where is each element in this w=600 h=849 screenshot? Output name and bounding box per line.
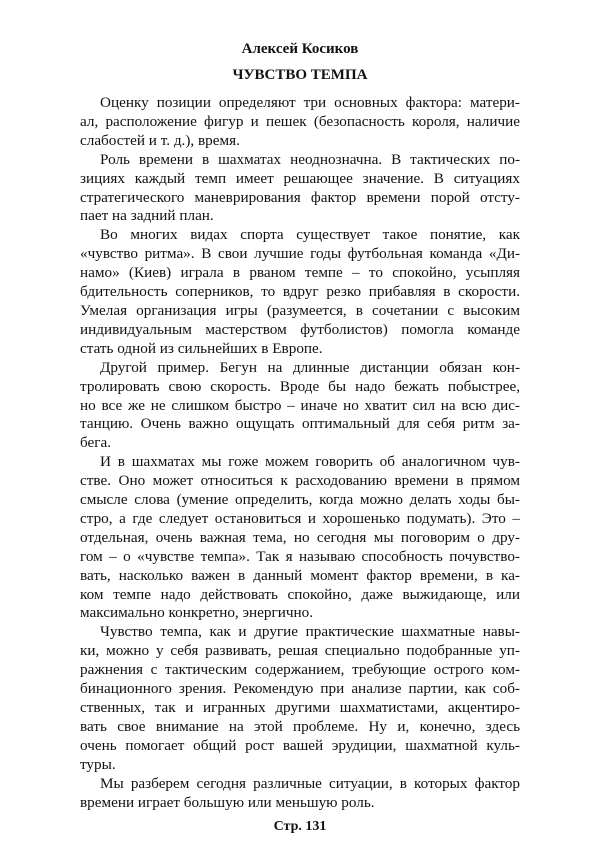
- text-line: Роль времени в шахматах неоднозначна. В тактических по-: [100, 150, 520, 168]
- article-title: ЧУВСТВО ТЕМПА: [232, 67, 368, 83]
- text-line: Оценку позиции определяют три основных фактора: матери-: [100, 94, 520, 111]
- text-line: зициях каждый темп имеет решающее значение. В ситуациях: [80, 169, 520, 187]
- text-line: Умелая организация игры (разумеется, в сочетании с высоким: [80, 301, 520, 319]
- text-line: слабостей и т. д.), время.: [80, 131, 240, 149]
- text-line: времени играет большую или меньшую роль.: [80, 793, 375, 811]
- author-name: Алексей Косиков: [241, 41, 359, 57]
- text-line: ственных, так и игранных другими шахматистами, акцентиро-: [80, 699, 520, 716]
- text-line: отдельная, очень важная тема, но сегодня мы поговорим о дру-: [80, 528, 520, 546]
- text-line: намо» (Киев) играла в рваном темпе – то спокойно, усыпляя: [80, 264, 520, 282]
- text-line: И в шахматах мы гоже можем говорить об аналогичном чув-: [100, 453, 520, 471]
- text-line: ал, расположение фигур и пешек (безопасность короля, наличие: [80, 112, 520, 130]
- text-line: танцию. Очень важно ощущать оптимальный для себя ритм за-: [80, 415, 520, 433]
- text-line: стать одной из сильнейших в Европе.: [80, 339, 323, 357]
- text-line: стве. Оно может относиться к расходованию времени в прямом: [80, 472, 520, 490]
- text-line: Другой пример. Бегун на длинные дистанции обязан кон-: [100, 358, 520, 376]
- text-line: Мы разберем сегодня различные ситуации, в которых фактор: [100, 774, 520, 792]
- text-line: ражнения с тактическим содержанием, требующие острого ком-: [80, 661, 520, 679]
- paragraph: [80, 94, 520, 151]
- paragraph: [80, 453, 520, 623]
- text-line: смысле слова (умение определить, когда можно делать ходы бы-: [80, 491, 520, 509]
- paragraph: [80, 151, 520, 227]
- text-line: «чувство ритма». В свои лучшие годы футбольная команда «Ди-: [80, 245, 520, 263]
- text-line: тролировать свою скорость. Вроде бы надо бежать побыстрее,: [80, 377, 520, 395]
- text-line: но все же не слишком быстро – иначе но хватит сил на всю дис-: [80, 396, 520, 414]
- text-line: Во многих видах спорта существует такое понятие, как: [100, 226, 520, 244]
- text-line: стро, а где следует остановиться и хорошенько подумать). Это –: [80, 509, 520, 527]
- text-line: туры.: [80, 755, 116, 773]
- paragraph: [80, 226, 520, 358]
- text-line: бдительность соперников, то вдруг резко прибавляя в скорости.: [80, 283, 520, 301]
- text-line: ки, можно у себя развивать, решая специально подобранные уп-: [80, 642, 520, 660]
- text-line: гом – о «чувстве темпа». Так я называю способность почувство-: [80, 547, 520, 565]
- paragraph: [80, 359, 520, 454]
- text-line: индивидуальным мастерством футболистов) помогла команде: [80, 320, 520, 338]
- page-number: Стр. 131: [273, 819, 327, 834]
- text-line: пает на задний план.: [80, 207, 214, 225]
- text-line: вать свое внимание на этой проблеме. Ну и, конечно, здесь: [80, 717, 520, 735]
- text-line: стратегического маневрирования фактор времени порой отсту-: [80, 188, 520, 206]
- paragraph: [80, 623, 520, 774]
- text-line: вать, насколько важен в данный момент фактор времени, в ка-: [80, 566, 520, 584]
- article-body: [80, 94, 520, 812]
- paragraph: [80, 775, 520, 813]
- text-line: максимально конкретно, энергично.: [80, 604, 314, 622]
- text-line: бега.: [80, 434, 112, 452]
- text-line: бинационного зрения. Рекомендую при анализе партии, как соб-: [80, 680, 520, 698]
- text-line: Чувство темпа, как и другие практические шахматные навы-: [100, 623, 520, 641]
- text-line: ком темпе надо действовать спокойно, даже выжидающе, или: [80, 585, 520, 603]
- text-line: очень помогает общий рост вашей эрудиции, шахматной куль-: [80, 736, 520, 754]
